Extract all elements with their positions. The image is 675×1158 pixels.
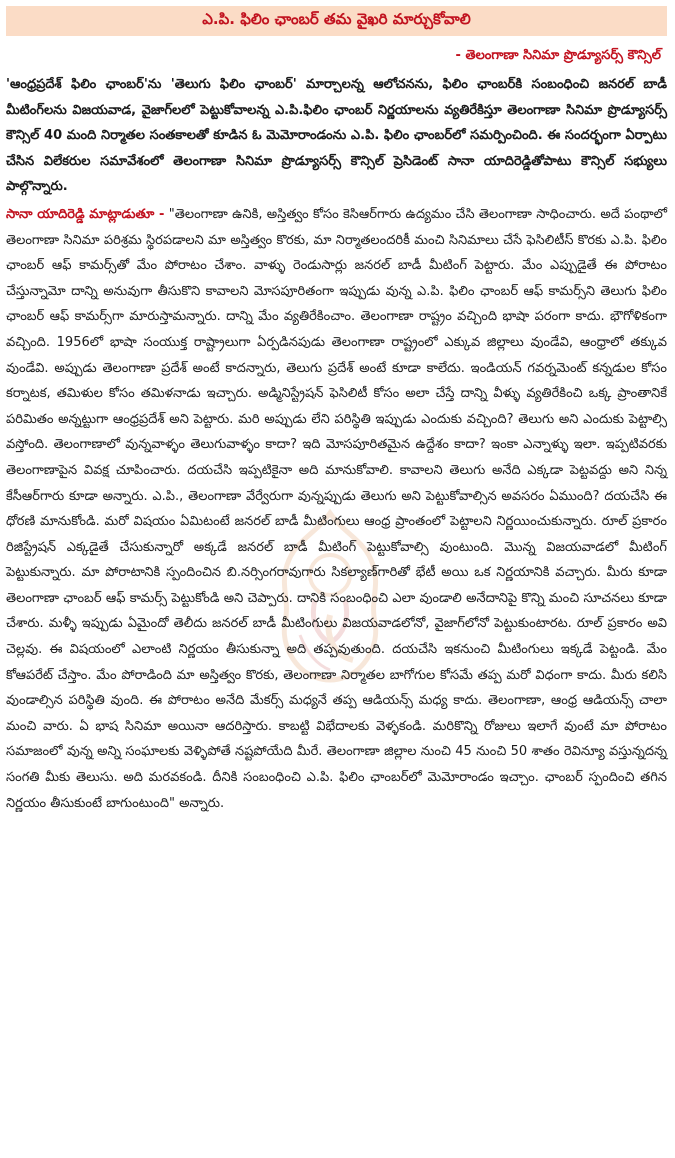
intro-paragraph: 'ఆంధ్రప్రదేశ్ ఫిలిం ఛాంబర్'ను 'తెలుగు ఫిలిం ఛాంబర్' మార్చాలన్న ఆలోచనను, ఫిలిం ఛాంబర్‌కి సంబంధించి జనరల్ బాడీ మీటింగ్‌లను విజయవాడ, వైజాగ్‌లలో పెట్టుకోవాలన్న ఎ.పి.ఫిలిం ఛాంబర్ నిర్ణయాలను వ్యతిరేకిస్తూ తెలంగాణా సినిమా ప్రొడ్యూసర్స్ కౌన్సిల్ 40 మంది నిర్మాతల సంతకాలతో కూడిన ఓ మెమోరాండంను ఎ.పి. ఫిలిం ఛాంబర్‌లో సమర్పించింది. ఈ సందర్భంగా ఏర్పాటు చేసిన విలేకరుల సమావేశంలో తెలంగాణా సినిమా ప్రొడ్యూసర్స్ కౌన్సిల్ ప్రెసిడెంట్ సానా యాదిరెడ్డితోపాటు కౌన్సిల్ సభ్యులు పాల్గొన్నారు. — [6, 77, 667, 195]
article-byline: - తెలంగాణా సినిమా ప్రొడ్యూసర్స్ కౌన్సిల్ — [455, 48, 661, 63]
article-title — [6, 6, 667, 36]
article-body — [6, 72, 667, 816]
speech-paragraph — [6, 202, 667, 816]
article-title-text: ఎ.పి. ఫిలిం ఛాంబర్ తమ వైఖరి మార్చుకోవాలి — [202, 10, 471, 28]
speech-text: "తెలంగాణా ఉనికి, అస్తిత్వం కోసం కెసిఆర్‌గారు ఉద్యమం చేసి తెలంగాణా సాధించారు. అదే పంథాలో తెలంగాణా సినిమా పరిశ్రమ స్థిరపడాలని మా అస్తిత్వం కొరకు, మా నిర్మాతలందరికీ మంచి సినిమాలు చేసే ఫెసిలిటీస్ కొరకు ఎ.పి. ఫిలిం ఛాంబర్ ఆఫ్ కామర్స్‌తో మేం పోరాటం చేశాం. వాళ్ళు రెండుసార్లు జనరల్ బాడీ మీటింగ్ పెట్టారు. మేం ఎప్పుడైతే ఈ పోరాటం చేస్తున్నామో దాన్ని అనువుగా తీసుకొని కావాలని మోసపూరితంగా ఇప్పుడు వున్న ఎ.పి. ఫిలిం ఛాంబర్ ఆఫ్ కామర్స్‌ని తెలుగు ఫిలిం ఛాంబర్ ఆఫ్ కామర్స్‌గా మారుస్తామన్నారు. దాన్ని మేం వ్యతిరేకించాం. తెలంగాణా రాష్ట్రం వచ్చింది భాషా పరంగా కాదు. భౌగోళికంగా వచ్చింది. 1956లో భాషా సంయుక్త రాష్ట్రాలుగా ఏర్పడినపుడు తెలంగాణా రాష్ట్రంలో ఎక్కువ జిల్లాలు వుండేవి, ఆంధ్రాలో తక్కువ వుండేవి. అప్పుడు తెలంగాణా ప్రదేశ్ అంటే కాదన్నారు, తెలుగు ప్రదేశ్ అంటే కూడా కాలేదు. ఇండియన్ గవర్నమెంట్ కన్నడుల కోసం కర్నాటక, తమిళుల కోసం తమిళనాడు ఇచ్చారు. అడ్మినిస్ట్రేషన్ ఫెసిలిటీ కోసం అలా చేస్తే దాన్ని వీళ్ళు వ్యతిరేకించి ఒక్క ప్రాంతానికే పరిమితం అన్నట్టుగా ఆంధ్రప్రదేశ్ అని పెట్టారు. మరి అప్పుడు లేని పరిస్థితి ఇప్పుడు ఎందుకు వచ్చింది? తెలుగు అని ఎందుకు పెట్టాల్సి వస్తోంది. తెలంగాణాలో వున్నవాళ్ళం తెలుగువాళ్ళం కాదా? ఇది మోసపూరితమైన ఉద్దేశం కాదా? ఇంకా ఎన్నాళ్ళు ఇలా. ఇప్పటివరకు తెలంగాణాపైన వివక్ష చూపించారు. దయచేసి ఇప్పటికైనా అది మానుకోవాలి. కావాలని తెలుగు అనేది ఎక్కడా పెట్టవద్దు అని నిన్న కేసీఆర్‌గారు కూడా అన్నారు. ఎ.పి., తెలంగాణా వేర్వేరుగా వున్నప్పుడు తెలుగు అని పెట్టుకోవాల్సిన అవసరం ఏముంది? దయచేసి ఈ ధోరణి మానుకోండి. మరో విషయం ఏమిటంటే జనరల్ బాడీ మీటింగులు ఆంధ్ర ప్రాంతంలో పెట్టాలని నిర్ణయించుకున్నారు. రూల్ ప్రకారం రిజిస్ట్రేషన్ ఎక్కడైతే చేసుకున్నారో అక్కడే జనరల్ బాడీ మీటింగ్ పెట్టుకోవాల్సి వుంటుంది. మొన్న విజయవాడలో మీటింగ్ పెట్టుకున్నారు. మా పోరాటానికి స్పందించిన బి.నర్సింగరావుగారు సికల్యాణ్‌గారితో భేటీ అయి ఒక నిర్ణయానికి వచ్చారు. మీరు కూడా తెలంగాణా ఛాంబర్ ఆఫ్ కామర్స్ పెట్టుకోండి అని చెప్పారు. దానికి సంబంధించి ఎలా వుండాలి అనేదానిపై కొన్ని మంచి సూచనలు కూడా చేశారు. మళ్ళీ ఇప్పుడు ఏమైందో తెలీదు జనరల్ బాడీ మీటింగులు విజయవాడలోనో, వైజాగ్‌లోనో పెట్టుకుంటారట. రూల్ ప్రకారం అవి చెల్లవు. ఈ విషయంలో ఎలాంటి నిర్ణయం తీసుకున్నా అది తప్పవుతుంది. దయచేసి ఇకనుంచి మీటింగులు ఇక్కడే పెట్టండి. మేం కోఆపరేట్ చేస్తాం. మేం పోరాడింది మా అస్తిత్వం కొరకు, తెలంగాణా నిర్మాతల బాగోగుల కోసమే తప్ప మరో విధంగా కాదు. మీరు కలిసి వుండాల్సిన పరిస్థితి వుంది. ఈ పోరాటం అనేది మేకర్స్ మధ్యనే తప్ప ఆడియన్స్ మధ్య కాదు. తెలంగాణా, ఆంధ్ర ఆడియన్స్ చాలా మంచి వారు. ఏ భాష సినిమా అయినా ఆదరిస్తారు. కాబట్టి విభేదాలకు వెళ్ళకండి. మరికొన్ని రోజులు ఇలాగే వుంటే మా పోరాటం సమాజంలో వున్న అన్ని సంఘాలకు వెళ్ళిపోతే నష్టపోయేది మీరే. తెలంగాణా జిల్లాల నుంచి 45 నుంచి 50 శాతం రెవిన్యూ వస్తున్నదన్న సంగతి మీకు తెలుసు. అది మరవకండి. దీనికి సంబంధించి ఎ.పి. ఫిలిం ఛాంబర్‌లో మెమోరాండం ఇచ్చాం. ఛాంబర్ స్పందించి తగిన నిర్ణయం తీసుకుంటే బాగుంటుంది" అన్నారు. — [6, 206, 667, 811]
speaker-label: సానా యాదిరెడ్డి మాట్లాడుతూ - — [6, 206, 165, 222]
